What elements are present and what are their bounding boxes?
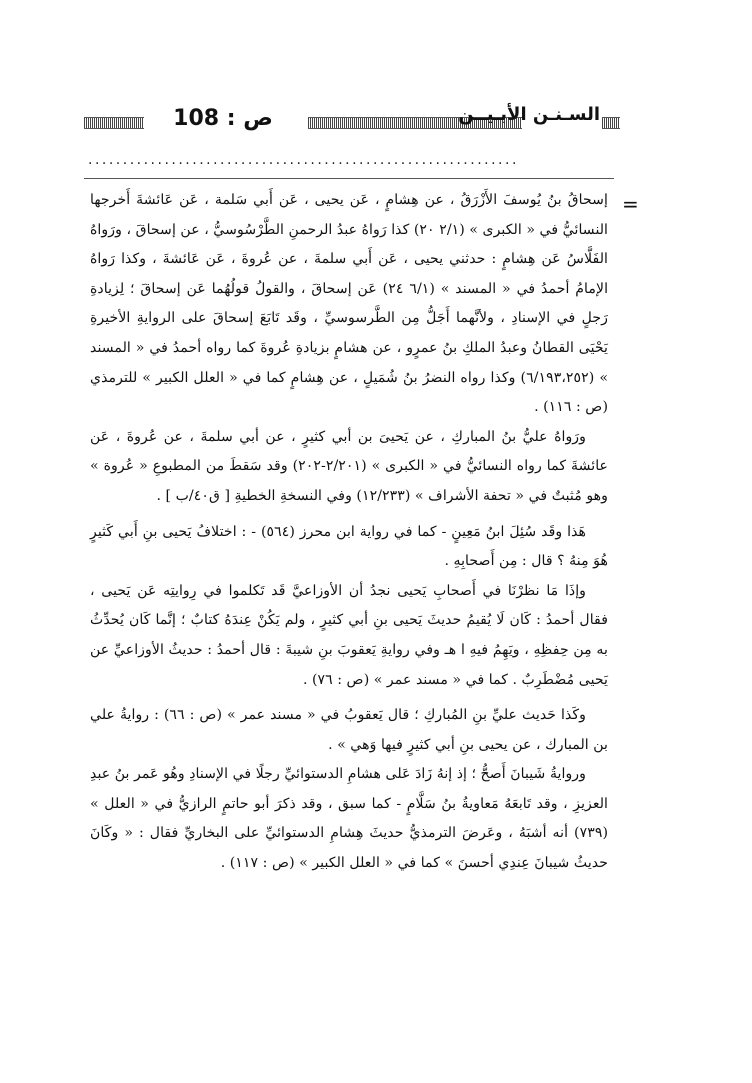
- header-ornament-right: [602, 117, 620, 129]
- footnote-rule: [84, 178, 614, 179]
- book-title: السـنـن الأبـيــن: [458, 104, 600, 125]
- paragraph-4: وإذَا مَا نظرْنَا في أَصحابِ يَحيى نجدُ أن الأوزاعيَّ قَد تَكلموا في رِوايتِه عَن يَحيى ، فقال أحمدُ : كَان لَا يُقيمُ حديثَ يَحيى بنِ أبي كثيرٍ ، ولم يَكُنْ عِندَهُ كتابٌ ؛ إنَّما كَان يُحدِّثُ به مِن حِفظِهِ ، ويَهِمُ فيهِ ا هـ وفي روايةِ يَعقوبَ بنِ شيبةَ : قال أحمدُ : حديثُ الأوزاعيِّ عن يَحيى مُضْطَرِبٌ . كما في « مسند عمر » (ص : ٧٦) .: [90, 582, 608, 688]
- paragraph-3: هَذا وقَد سُئِلَ ابنُ مَعِينٍ - كما في رواية ابن محرز (٥٦٤) - : اختلافُ يَحيى بنِ أَبي كَثيرٍ هُوَ مِنهُ ؟ قال : مِن أَصحابِهِ .: [90, 523, 608, 570]
- paragraph-2: ورَواهُ عليُّ بنُ المباركِ ، عن يَحيىَ بن أبي كثيرٍ ، عن أبي سلمةَ ، عن عُروةَ ، عَن عائشةَ كما رواه النسائيُّ في « الكبرى » (٢/٢٠١-٢٠٢) وقد سَقطَ من المطبوعِ « عُروة » وهو مُثبتٌ في « تحفة الأشراف » (١٢/٢٣٣) وفي النسخةِ الخطيةِ [ ق٤٠/ب ] .: [90, 428, 609, 504]
- header-ornament-left: [84, 117, 144, 129]
- page-header: [84, 104, 620, 134]
- page-number: ص : 108: [173, 106, 273, 131]
- separator-dots: ..............................................................: [88, 152, 519, 168]
- footnote-continuation-marker: =: [622, 192, 639, 216]
- paragraph-1: إسحاقُ بنُ يُوسفَ الأَزْرَقُ ، عن هِشامٍ ، عَن يحيى ، عَن أَبي سَلمة ، عَن عَائشةَ أَخرجها النسائيُّ في « الكبرى » (٢/١ ٢٠) كذا رَواهُ عبدُ الرحمنِ الطَّرْسُوسيُّ ، عن إسحاقَ ، ورَواهُ الفَلَّاسُ عَن هِشامٍ : حدثني يحيى ، عَن أَبي سلمةَ ، عن عُروةَ ، عَن عَائشةَ ، وكذا رَواهُ الإمامُ أحمدُ في « المسند » (٦/١ ٢٤) عَن إسحاقَ ، والقولُ قولُهُما عَن إسحاقَ ؛ لِزيادةِ رَجلٍ في الإسنادِ ، ولأنَّهما أَجَلُّ مِن الطَّرسوسيِّ ، وقَد تَابَعَ إسحاقَ على الروايةِ الأخيرةِ يَحْيَى القطانُ وعبدُ الملكِ بنُ عمرٍو ، عن هشامٍ بزيادةِ عُروةَ كما رواه أحمدُ في « المسند » (٦/١٩٣،٢٥٢) وكذا رواه النضرُ بنُ شُمَيلٍ ، عن هِشامٍ كما في « العلل الكبير » للترمذي (ص : ١١٦) .: [90, 192, 609, 416]
- paragraph-6: وروايةُ شَيبانَ أَصحُّ ؛ إذ إنهُ زَادَ عَلى هشامِ الدستوائيِّ رجلًا في الإسنادِ وهُو عَمر بنُ عبدِ العزيزِ ، وقد تَابعَهُ مَعاويةُ بنُ سَلَّامٍ - كما سبق ، وقد ذكرَ أبو حاتمٍ الرازيُّ في « العلل » (٧٣٩) أنه أشبَهُ ، وعَرضَ الترمذيُّ حديثَ هِشامِ الدستوائيِّ على البخاريِّ فقال : « وكَانَ حديثُ شيبانَ عِندِي أحسنَ » كما في « العلل الكبير » (ص : ١١٧) .: [90, 766, 608, 872]
- footnote-body: [90, 186, 608, 879]
- paragraph-5: وكَذا حَديث عليِّ بنِ المُباركِ ؛ قال يَعقوبُ في « مسند عمر » (ص : ٦٦) : روايةُ علي بن المبارك ، عن يحيى بنِ أبي كثيرٍ فيها وَهي » .: [90, 707, 608, 753]
